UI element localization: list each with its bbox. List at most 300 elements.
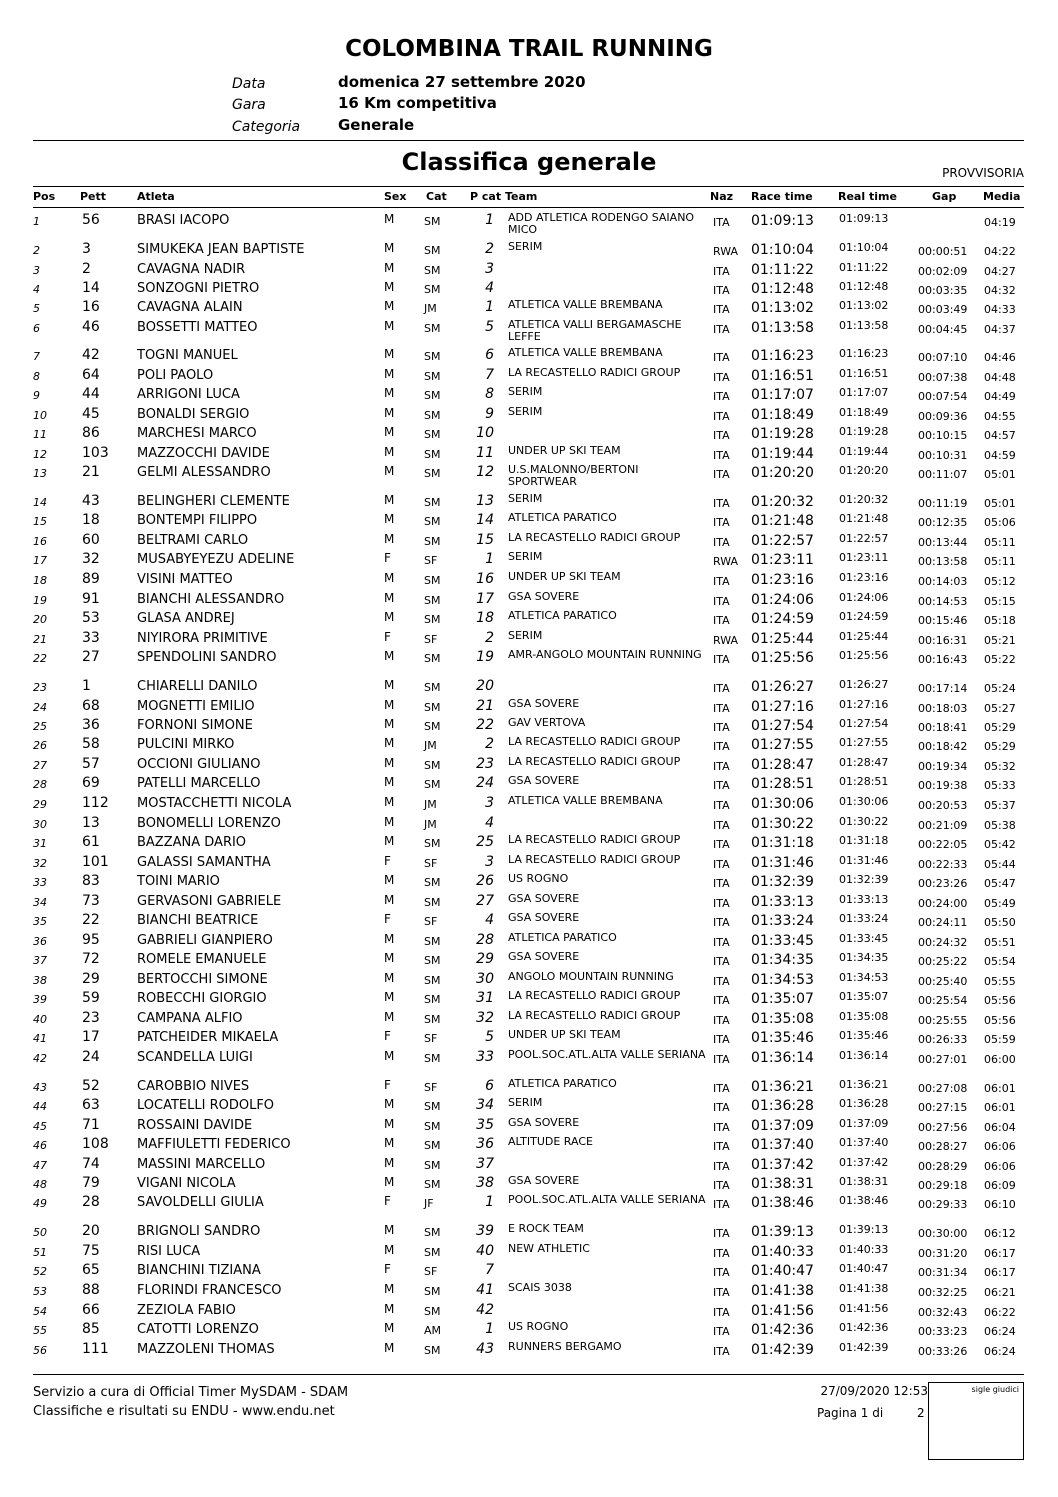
cell-gap: 00:21:09: [918, 819, 968, 832]
cell-race-time: 01:19:28: [751, 426, 814, 442]
cell-bib: 71: [82, 1117, 100, 1133]
cell-team: SCAIS 3038: [508, 1281, 572, 1294]
cell-team: SERIM: [508, 405, 543, 418]
cell-pace: 04:37: [984, 323, 1016, 336]
cell-nationality: ITA: [713, 536, 730, 549]
cell-team: SERIM: [508, 550, 543, 563]
cell-nationality: ITA: [713, 371, 730, 384]
cell-race-time: 01:27:54: [751, 718, 814, 734]
table-row: [0, 1194, 1058, 1212]
cell-race-time: 01:23:16: [751, 572, 814, 588]
cell-race-time: 01:26:27: [751, 679, 814, 695]
cell-bib: 20: [82, 1223, 100, 1239]
cell-pace: 04:19: [984, 216, 1016, 229]
cell-pace: 06:22: [984, 1306, 1016, 1319]
cell-nationality: ITA: [713, 1121, 730, 1134]
cell-sex: F: [384, 912, 391, 926]
footer-service: Servizio a cura di Official Timer MySDAM - SDAM: [33, 1385, 349, 1400]
cell-nationality: ITA: [713, 838, 730, 851]
meta-value-category: Generale: [338, 116, 415, 134]
cell-real-time: 01:35:08: [839, 1010, 889, 1023]
cell-team: UNDER UP SKI TEAM: [508, 570, 621, 583]
cell-athlete: GERVASONI GABRIELE: [137, 894, 282, 909]
cell-nationality: ITA: [713, 516, 730, 529]
cell-race-time: 01:37:40: [751, 1137, 814, 1153]
cell-athlete: FLORINDI FRANCESCO: [137, 1283, 282, 1298]
table-row: [0, 630, 1058, 648]
cell-sex: M: [384, 367, 395, 381]
cell-gap: 00:27:08: [918, 1082, 968, 1095]
cell-category-rank: 43: [476, 1341, 494, 1357]
cell-real-time: 01:27:54: [839, 717, 889, 730]
cell-pos: 49: [33, 1197, 47, 1210]
cell-pace: 05:32: [984, 760, 1016, 773]
table-row: [0, 873, 1058, 891]
table-row: [0, 347, 1058, 365]
cell-real-time: 01:38:46: [839, 1194, 889, 1207]
cell-pos: 48: [33, 1178, 47, 1191]
cell-pos: 45: [33, 1120, 47, 1133]
table-row: [0, 532, 1058, 550]
cell-category: SM: [424, 652, 441, 665]
cell-bib: 46: [82, 319, 100, 335]
cell-category: SM: [424, 448, 441, 461]
cell-pos: 5: [33, 302, 40, 315]
cell-bib: 53: [82, 610, 100, 626]
cell-pos: 35: [33, 915, 47, 928]
cell-bib: 42: [82, 347, 100, 363]
cell-category-rank: 35: [476, 1117, 494, 1133]
cell-sex: M: [384, 756, 395, 770]
cell-category-rank: 40: [476, 1243, 494, 1259]
table-row: [0, 678, 1058, 696]
cell-sex: M: [384, 406, 395, 420]
table-row: [0, 551, 1058, 569]
cell-category-rank: 24: [476, 775, 494, 791]
cell-sex: M: [384, 649, 395, 663]
cell-category-rank: 8: [485, 386, 494, 402]
cell-gap: 00:33:26: [918, 1345, 968, 1358]
cell-nationality: ITA: [713, 936, 730, 949]
cell-team: POOL.SOC.ATL.ALTA VALLE SERIANA: [508, 1193, 706, 1206]
cell-nationality: ITA: [713, 1227, 730, 1240]
cell-bib: 69: [82, 775, 100, 791]
cell-team: ATLETICA PARATICO: [508, 511, 617, 524]
cell-real-time: 01:09:13: [839, 212, 889, 225]
cell-real-time: 01:36:14: [839, 1049, 889, 1062]
cell-bib: 89: [82, 571, 100, 587]
cell-bib: 68: [82, 698, 100, 714]
cell-real-time: 01:10:04: [839, 241, 889, 254]
cell-race-time: 01:37:42: [751, 1157, 814, 1173]
cell-nationality: ITA: [713, 410, 730, 423]
cell-bib: 108: [82, 1136, 109, 1152]
cell-team: LA RECASTELLO RADICI GROUP: [508, 989, 681, 1002]
cell-pos: 32: [33, 857, 47, 870]
cell-category-rank: 18: [476, 610, 494, 626]
cell-nationality: ITA: [713, 994, 730, 1007]
cell-pace: 05:49: [984, 897, 1016, 910]
cell-athlete: MAFFIULETTI FEDERICO: [137, 1137, 291, 1152]
cell-pace: 04:49: [984, 390, 1016, 403]
table-row: [0, 1097, 1058, 1115]
cell-real-time: 01:39:13: [839, 1223, 889, 1236]
cell-bib: 72: [82, 951, 100, 967]
cell-category: SM: [424, 1285, 441, 1298]
cell-category: SM: [424, 778, 441, 791]
table-row: [0, 406, 1058, 424]
cell-real-time: 01:19:28: [839, 425, 889, 438]
cell-athlete: MARCHESI MARCO: [137, 426, 257, 441]
cell-race-time: 01:33:13: [751, 894, 814, 910]
cell-gap: 00:03:35: [918, 284, 968, 297]
cell-race-time: 01:31:46: [751, 855, 814, 871]
cell-real-time: 01:24:06: [839, 591, 889, 604]
cell-athlete: TOGNI MANUEL: [137, 348, 238, 363]
cell-category: SM: [424, 1120, 441, 1133]
cell-sex: M: [384, 532, 395, 546]
cell-sex: M: [384, 493, 395, 507]
cell-category-rank: 41: [476, 1282, 494, 1298]
cell-nationality: ITA: [713, 323, 730, 336]
cell-category-rank: 1: [485, 1194, 494, 1210]
document-title: COLOMBINA TRAIL RUNNING: [345, 36, 713, 62]
cell-real-time: 01:37:42: [839, 1156, 889, 1169]
cell-race-time: 01:28:47: [751, 757, 814, 773]
cell-category: SM: [424, 244, 441, 257]
cell-pos: 30: [33, 818, 47, 831]
cell-nationality: ITA: [713, 955, 730, 968]
cell-category: SF: [424, 1032, 438, 1045]
cell-pos: 10: [33, 409, 47, 422]
cell-gap: 00:31:34: [918, 1266, 968, 1279]
cell-sex: M: [384, 261, 395, 275]
col-media: Media: [983, 190, 1021, 203]
cell-sex: F: [384, 1029, 391, 1043]
cell-gap: 00:11:19: [918, 497, 968, 510]
cell-race-time: 01:36:28: [751, 1098, 814, 1114]
cell-category: SM: [424, 1178, 441, 1191]
cell-bib: 56: [82, 212, 100, 228]
cell-nationality: ITA: [713, 429, 730, 442]
cell-pace: 05:29: [984, 740, 1016, 753]
cell-category-rank: 11: [476, 445, 494, 461]
cell-nationality: ITA: [713, 682, 730, 695]
col-sex: Sex: [384, 190, 407, 203]
cell-race-time: 01:41:38: [751, 1283, 814, 1299]
cell-team: LA RECASTELLO RADICI GROUP: [508, 735, 681, 748]
table-row: [0, 1321, 1058, 1339]
cell-category: SM: [424, 215, 441, 228]
cell-category-rank: 3: [485, 854, 494, 870]
cell-pace: 05:01: [984, 497, 1016, 510]
divider-header: [33, 186, 1024, 187]
cell-nationality: ITA: [713, 1101, 730, 1114]
cell-gap: 00:00:51: [918, 245, 968, 258]
cell-sex: M: [384, 280, 395, 294]
cell-category-rank: 31: [476, 990, 494, 1006]
cell-team: ATLETICA VALLI BERGAMASCHE LEFFE: [508, 318, 682, 343]
cell-real-time: 01:13:02: [839, 299, 889, 312]
table-row: [0, 299, 1058, 317]
cell-race-time: 01:28:51: [751, 776, 814, 792]
cell-category: JM: [424, 302, 437, 315]
cell-race-time: 01:16:51: [751, 368, 814, 384]
cell-nationality: ITA: [713, 897, 730, 910]
cell-category: SM: [424, 428, 441, 441]
cell-athlete: SPENDOLINI SANDRO: [137, 650, 277, 665]
cell-category-rank: 23: [476, 756, 494, 772]
cell-nationality: ITA: [713, 1266, 730, 1279]
cell-nationality: ITA: [713, 1082, 730, 1095]
cell-real-time: 01:37:09: [839, 1117, 889, 1130]
cell-nationality: ITA: [713, 1306, 730, 1319]
cell-gap: 00:22:33: [918, 858, 968, 871]
cell-pace: 05:47: [984, 877, 1016, 890]
cell-real-time: 01:21:48: [839, 512, 889, 525]
cell-category: SM: [424, 535, 441, 548]
cell-bib: 65: [82, 1262, 100, 1278]
cell-gap: 00:16:31: [918, 634, 968, 647]
cell-pos: 6: [33, 322, 40, 335]
table-row: [0, 717, 1058, 735]
cell-category-rank: 30: [476, 971, 494, 987]
cell-nationality: ITA: [713, 799, 730, 812]
cell-team: GSA SOVERE: [508, 911, 580, 924]
cell-category: SM: [424, 1013, 441, 1026]
cell-sex: M: [384, 347, 395, 361]
cell-category-rank: 1: [485, 212, 494, 228]
table-row: [0, 571, 1058, 589]
cell-category-rank: 28: [476, 932, 494, 948]
cell-pace: 06:12: [984, 1227, 1016, 1240]
cell-pos: 4: [33, 283, 40, 296]
cell-pace: 05:33: [984, 779, 1016, 792]
cell-category: SM: [424, 350, 441, 363]
cell-real-time: 01:23:11: [839, 551, 889, 564]
cell-race-time: 01:22:57: [751, 533, 814, 549]
cell-pos: 13: [33, 467, 47, 480]
cell-pace: 06:04: [984, 1121, 1016, 1134]
cell-nationality: ITA: [713, 1286, 730, 1299]
cell-real-time: 01:23:16: [839, 571, 889, 584]
cell-gap: 00:07:54: [918, 390, 968, 403]
cell-sex: M: [384, 698, 395, 712]
divider-colhead: [33, 207, 1024, 208]
cell-sex: M: [384, 1097, 395, 1111]
cell-pos: 38: [33, 974, 47, 987]
cell-category-rank: 3: [485, 261, 494, 277]
table-row: [0, 775, 1058, 793]
cell-sex: M: [384, 512, 395, 526]
cell-sex: F: [384, 1262, 391, 1276]
table-row: [0, 445, 1058, 463]
cell-nationality: ITA: [713, 1140, 730, 1153]
cell-sex: M: [384, 1136, 395, 1150]
cell-pos: 11: [33, 428, 47, 441]
cell-pace: 05:24: [984, 682, 1016, 695]
cell-category: JM: [424, 739, 437, 752]
cell-team: NEW ATHLETIC: [508, 1242, 590, 1255]
cell-gap: 00:20:53: [918, 799, 968, 812]
cell-race-time: 01:09:13: [751, 213, 814, 229]
cell-sex: M: [384, 1175, 395, 1189]
cell-nationality: ITA: [713, 975, 730, 988]
cell-sex: M: [384, 795, 395, 809]
cell-athlete: MASSINI MARCELLO: [137, 1157, 266, 1172]
table-row: [0, 1049, 1058, 1067]
col-pett: Pett: [80, 190, 107, 203]
cell-gap: 00:13:58: [918, 555, 968, 568]
cell-category: SM: [424, 876, 441, 889]
cell-category-rank: 7: [485, 367, 494, 383]
cell-category: SM: [424, 322, 441, 335]
table-row: [0, 1010, 1058, 1028]
cell-bib: 61: [82, 834, 100, 850]
table-row: [0, 280, 1058, 298]
table-row: [0, 591, 1058, 609]
cell-team: GSA SOVERE: [508, 590, 580, 603]
cell-gap: 00:24:32: [918, 936, 968, 949]
cell-pos: 29: [33, 798, 47, 811]
cell-pace: 04:27: [984, 265, 1016, 278]
meta-label-date: Data: [232, 76, 266, 92]
cell-category: SM: [424, 389, 441, 402]
cell-athlete: PULCINI MIRKO: [137, 737, 235, 752]
cell-pos: 7: [33, 350, 40, 363]
cell-sex: M: [384, 1282, 395, 1296]
cell-athlete: BIANCHI ALESSANDRO: [137, 592, 285, 607]
cell-bib: 13: [82, 815, 100, 831]
cell-team: SERIM: [508, 385, 543, 398]
meta-label-category: Categoria: [232, 119, 301, 135]
cell-category: SM: [424, 515, 441, 528]
cell-nationality: ITA: [713, 1247, 730, 1260]
cell-category-rank: 22: [476, 717, 494, 733]
cell-nationality: ITA: [713, 740, 730, 753]
cell-category-rank: 7: [485, 1262, 494, 1278]
cell-sex: M: [384, 591, 395, 605]
cell-bib: 83: [82, 873, 100, 889]
cell-athlete: LOCATELLI RODOLFO: [137, 1098, 275, 1113]
cell-category-rank: 27: [476, 893, 494, 909]
cell-pos: 53: [33, 1285, 47, 1298]
cell-sex: M: [384, 736, 395, 750]
table-row: [0, 1223, 1058, 1241]
cell-gap: 00:02:09: [918, 265, 968, 278]
cell-athlete: BAZZANA DARIO: [137, 835, 247, 850]
table-row: [0, 834, 1058, 852]
cell-race-time: 01:40:47: [751, 1263, 814, 1279]
cell-bib: 17: [82, 1029, 100, 1045]
cell-nationality: ITA: [713, 390, 730, 403]
table-row: [0, 1262, 1058, 1280]
cell-category: SM: [424, 1226, 441, 1239]
cell-team: UNDER UP SKI TEAM: [508, 444, 621, 457]
cell-athlete: MAZZOCCHI DAVIDE: [137, 446, 270, 461]
cell-category-rank: 2: [485, 736, 494, 752]
cell-category-rank: 20: [476, 678, 494, 694]
cell-sex: M: [384, 678, 395, 692]
cell-nationality: ITA: [713, 497, 730, 510]
cell-team: GSA SOVERE: [508, 1116, 580, 1129]
cell-pos: 17: [33, 554, 47, 567]
cell-category-rank: 10: [476, 425, 494, 441]
cell-team: LA RECASTELLO RADICI GROUP: [508, 1009, 681, 1022]
cell-bib: 112: [82, 795, 109, 811]
cell-category-rank: 36: [476, 1136, 494, 1152]
cell-race-time: 01:25:56: [751, 650, 814, 666]
cell-pace: 05:50: [984, 916, 1016, 929]
cell-bib: 44: [82, 386, 100, 402]
cell-pos: 2: [33, 244, 40, 257]
cell-bib: 91: [82, 591, 100, 607]
cell-athlete: CHIARELLI DANILO: [137, 679, 258, 694]
cell-category: SM: [424, 1246, 441, 1259]
cell-bib: 23: [82, 1010, 100, 1026]
cell-race-time: 01:35:08: [751, 1011, 814, 1027]
cell-bib: 58: [82, 736, 100, 752]
table-row: [0, 990, 1058, 1008]
table-row: [0, 610, 1058, 628]
cell-pos: 28: [33, 778, 47, 791]
cell-category-rank: 37: [476, 1156, 494, 1172]
cell-gap: 00:10:15: [918, 429, 968, 442]
cell-real-time: 01:28:51: [839, 775, 889, 788]
cell-gap: 00:23:26: [918, 877, 968, 890]
cell-pace: 05:55: [984, 975, 1016, 988]
cell-nationality: ITA: [713, 858, 730, 871]
cell-race-time: 01:39:13: [751, 1224, 814, 1240]
cell-sex: M: [384, 815, 395, 829]
col-pos: Pos: [33, 190, 56, 203]
cell-bib: 3: [82, 241, 91, 257]
cell-real-time: 01:40:47: [839, 1262, 889, 1275]
cell-athlete: MOGNETTI EMILIO: [137, 699, 255, 714]
cell-athlete: CAVAGNA ALAIN: [137, 300, 243, 315]
cell-pace: 04:46: [984, 351, 1016, 364]
cell-pos: 3: [33, 264, 40, 277]
col-gap: Gap: [932, 190, 957, 203]
cell-sex: M: [384, 319, 395, 333]
cell-bib: 73: [82, 893, 100, 909]
cell-nationality: ITA: [713, 877, 730, 890]
cell-category: SM: [424, 1344, 441, 1357]
cell-race-time: 01:32:39: [751, 874, 814, 890]
cell-gap: 00:17:14: [918, 682, 968, 695]
cell-pace: 05:22: [984, 653, 1016, 666]
cell-gap: 00:11:07: [918, 468, 968, 481]
cell-sex: M: [384, 425, 395, 439]
cell-team: RUNNERS BERGAMO: [508, 1340, 622, 1353]
col-team: Team: [505, 190, 538, 203]
cell-race-time: 01:13:58: [751, 320, 814, 336]
cell-real-time: 01:34:53: [839, 971, 889, 984]
cell-athlete: FORNONI SIMONE: [137, 718, 253, 733]
cell-category: SM: [424, 681, 441, 694]
cell-category: JM: [424, 818, 437, 831]
table-row: [0, 854, 1058, 872]
cell-gap: 00:25:54: [918, 994, 968, 1007]
cell-real-time: 01:22:57: [839, 532, 889, 545]
cell-gap: 00:24:11: [918, 916, 968, 929]
cell-nationality: ITA: [713, 1325, 730, 1338]
cell-category-rank: 39: [476, 1223, 494, 1239]
cell-pace: 05:37: [984, 799, 1016, 812]
cell-nationality: ITA: [713, 702, 730, 715]
cell-bib: 28: [82, 1194, 100, 1210]
cell-gap: 00:03:49: [918, 303, 968, 316]
